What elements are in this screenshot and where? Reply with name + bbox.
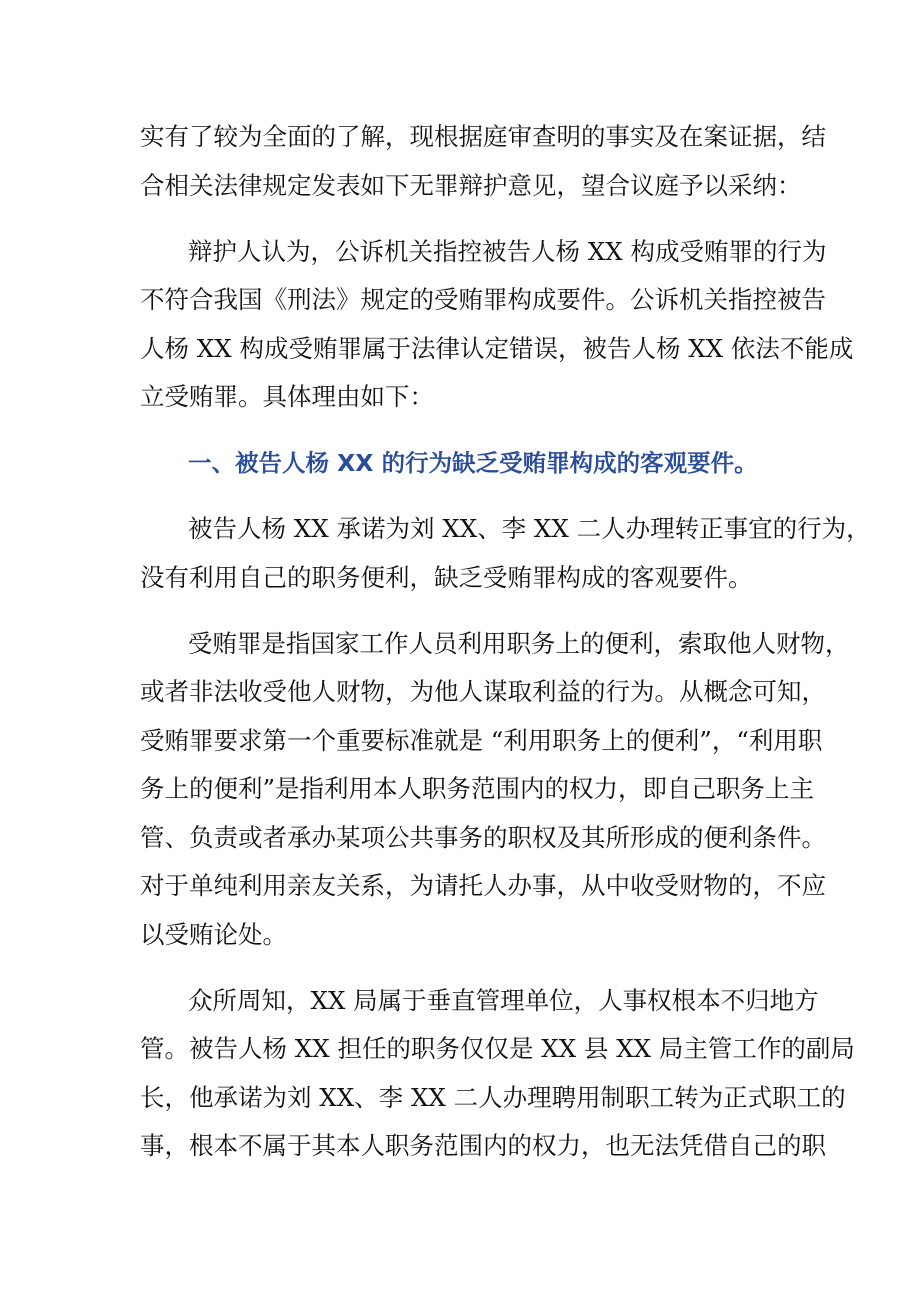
text-line: 事，根本不属于其本人职务范围内的权力，也无法凭借自己的职	[140, 1131, 826, 1160]
text-line: 辩护人认为，公诉机关指控被告人杨 XX 构成受贿罪的行为	[188, 236, 827, 266]
text-line: 实有了较为全面的了解，现根据庭审查明的事实及在案证据，结	[140, 122, 826, 151]
paragraph-vertical-management	[140, 977, 855, 1171]
text-line: 合相关法律规定发表如下无罪辩护意见，望合议庭予以采纳：	[140, 170, 802, 200]
text-line: 没有利用自己的职务便利，缺乏受贿罪构成的客观要件。	[140, 562, 753, 592]
text-line: 众所周知，XX 局属于垂直管理单位，人事权根本不归地方	[188, 985, 819, 1015]
document-body	[140, 113, 871, 1188]
text-line: 受贿罪是指国家工作人员利用职务上的便利，索取他人财物，	[188, 628, 850, 658]
text-line: 以受贿论处。	[140, 919, 287, 949]
paragraph-bribery-definition	[140, 620, 850, 960]
text-line: 被告人杨 XX 承诺为刘 XX、李 XX 二人办理转正事宜的行为，	[188, 514, 871, 543]
text-line: 务上的便利”是指利用本人职务范围内的权力，即自己职务上主	[140, 774, 815, 803]
heading-text: 一、被告人杨 XX 的行为缺乏受贿罪构成的客观要件。	[188, 449, 758, 477]
text-line: 管、负责或者承办某项公共事务的职权及其所形成的便利条件。	[140, 822, 826, 852]
paragraph-objective-element	[140, 505, 871, 602]
text-line: 立受贿罪。具体理由如下：	[140, 382, 434, 411]
paragraph-defense-opinion	[140, 228, 854, 422]
text-line: 或者非法收受他人财物，为他人谋取利益的行为。从概念可知，	[140, 677, 826, 706]
section-heading-1	[140, 439, 785, 488]
text-line: 管。被告人杨 XX 担任的职务仅仅是 XX 县 XX 局主管工作的副局	[140, 1034, 855, 1063]
text-line: 受贿罪要求第一个重要标准就是 “利用职务上的便利”，“利用职	[140, 725, 823, 755]
text-line: 人杨 XX 构成受贿罪属于法律认定错误，被告人杨 XX 依法不能成	[140, 333, 854, 363]
text-line: 长，他承诺为刘 XX、李 XX 二人办理聘用制职工转为正式职工的	[140, 1082, 846, 1112]
paragraph-intro-continuation	[140, 113, 826, 210]
text-line: 不符合我国《刑法》规定的受贿罪构成要件。公诉机关指控被告	[140, 285, 826, 314]
text-line: 对于单纯利用亲友关系，为请托人办事，从中收受财物的，不应	[140, 871, 826, 900]
